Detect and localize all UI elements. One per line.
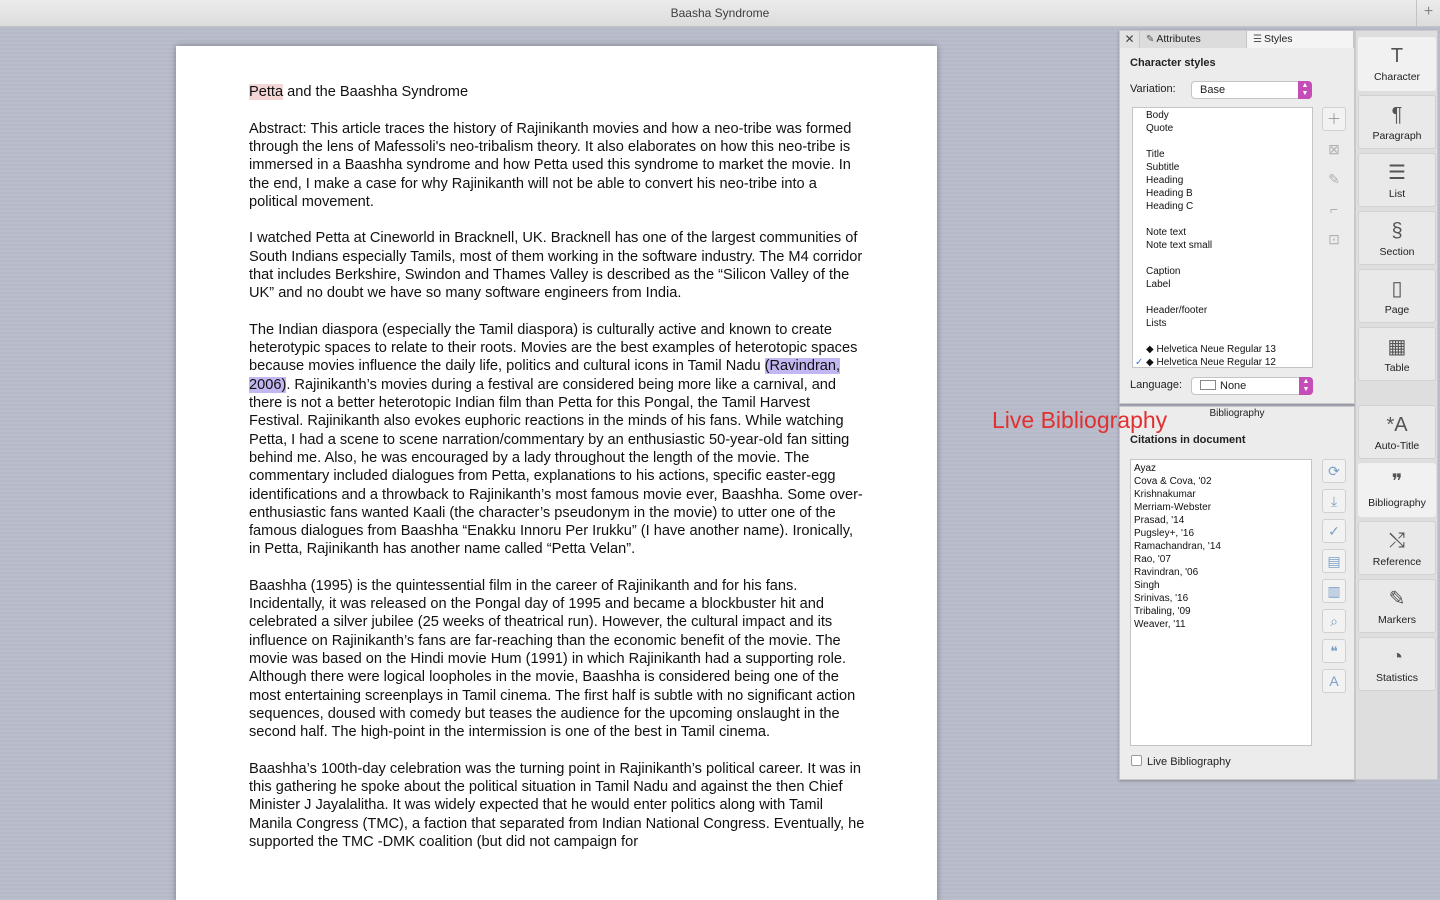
style-item[interactable]: Note text [1146, 227, 1187, 238]
paragraph-5[interactable]: Baashha’s 100th-day celebration was the turning point in Rajinikanth’s political career. It was in this gathering he spoke about the political situation in Tamil Nadu and against the then Chief Minister J Jayalalitha. It was widely expected that he would enter politics along with Tamil Manila Congress (TMC), a faction that separated from Indian National Congress. Eventually, he supported the TMC -DMK coalition (but did not campaign for [249, 760, 865, 850]
chevron-updown-icon: ▲ ▼ [1299, 377, 1313, 395]
statistics-icon: ◔ [1390, 646, 1404, 668]
style-item[interactable]: Label [1146, 279, 1171, 290]
style-item[interactable]: Caption [1146, 266, 1181, 277]
new-tab-button[interactable]: + [1416, 0, 1440, 26]
styles-list[interactable] [1132, 107, 1313, 368]
sidebar-item-label: Statistics [1375, 672, 1418, 684]
insert-bibliography-icon[interactable]: ⤓ [1322, 489, 1346, 513]
character-icon: T [1390, 45, 1404, 67]
citation-item[interactable]: Ayaz [1134, 463, 1157, 474]
check-citations-icon[interactable]: ✓ [1322, 519, 1346, 543]
language-label: Language: [1130, 379, 1182, 391]
sidebar-item-list[interactable] [1358, 153, 1436, 207]
sidebar-item-paragraph[interactable] [1358, 95, 1436, 149]
commented-word[interactable]: Petta [249, 84, 284, 100]
edit-style-button[interactable]: ✎ [1328, 171, 1340, 187]
sidebar-item-label: Section [1379, 246, 1415, 258]
variation-label: Variation: [1130, 83, 1176, 95]
citations-heading: Citations in document [1130, 434, 1246, 446]
sidebar-item-label: Character [1373, 71, 1421, 83]
markers-icon: ✎ [1388, 588, 1406, 610]
table-icon: ▦ [1387, 336, 1407, 358]
citation-item[interactable]: Ravindran, '06 [1134, 567, 1199, 578]
citation-item[interactable]: Prasad, '14 [1134, 515, 1185, 526]
list-icon: ☰ [1388, 162, 1406, 184]
style-item[interactable]: Body [1146, 110, 1169, 121]
live-bibliography-checkbox[interactable] [1131, 755, 1142, 766]
sidebar-item-auto-title[interactable] [1358, 405, 1436, 459]
style-item[interactable]: Header/footer [1146, 305, 1208, 316]
live-bibliography-option[interactable]: Live Bibliography [1131, 755, 1231, 768]
paragraph-2[interactable]: I watched Petta at Cineworld in Bracknell, UK. Bracknell has one of the largest communities of South Indians especially Tamils, most of them working in the software industry. The M4 corridor that includes Berkshire, Swindon and Thames Valley is described as the “Silicon Valley of the UK” and no doubt we have so many software engineers from India. [249, 230, 863, 302]
variation-select[interactable]: Base ▲ ▼ [1191, 81, 1312, 99]
section-icon: § [1391, 220, 1403, 242]
add-style-button[interactable]: ＋ [1322, 107, 1346, 131]
paragraph-icon: ¶ [1391, 104, 1403, 126]
list-spacer [1146, 135, 1312, 148]
list-spacer [1146, 213, 1312, 226]
paragraph-3[interactable]: The Indian diaspora (especially the Tamil diaspora) is culturally active and known to create heterotypic spaces to relate to their roots. Movies are the best examples of heterotopic spaces because movies influence the daily life, politics and cultural icons in Tamil Nadu (Ravindran, 2006). Rajinikanth’s movies during a festival are considered being more like a carnival, and there is not a better heterotopic Indian film than Petta for this Pongal, the Tamil Harvest Festival. Rajinikanth also evokes euphoric reactions in the minds of his fans. While watching Petta, I had a scene to scene narration/commentary by an enthusiastic 50-year-old fan sitting behind me. Also, he was encouraged by a lady throughout the length of the movie. The commentary included dialogues from Petta, explanations to his actions, specific easter-egg identifications and a throwback to Rajinikanth’s most famous movie ever, Baashha. Some over-enthusiastic fans wanted Kaali (the character’s pseudonym in the movie) to utter one of the famous dialogues from Baashha “Enakku Innoru Per Irukku” (I have another name). Ironically, in Petta, Rajinikanth has another name called “Petta Velan”. [249, 321, 863, 558]
sidebar-item-label: List [1388, 188, 1406, 200]
format-citation-icon[interactable]: A [1322, 669, 1346, 693]
bibliography-icon: ❞ [1391, 471, 1403, 493]
tab-styles[interactable]: ☰ Styles [1247, 31, 1354, 48]
chevron-updown-icon: ▲ ▼ [1298, 81, 1312, 99]
citation-item[interactable]: Rao, '07 [1134, 554, 1171, 565]
pencil-icon: ✎ [1146, 34, 1155, 45]
character-styles-heading: Character styles [1130, 57, 1216, 69]
page-icon: ▯ [1391, 278, 1403, 300]
citation-item[interactable]: Weaver, '11 [1134, 619, 1186, 630]
sidebar-item-label: Table [1384, 362, 1410, 374]
tab-attributes[interactable]: ✎ Attributes [1140, 31, 1247, 48]
sidebar-item-reference[interactable] [1358, 521, 1436, 575]
export-bibliography-icon[interactable]: ▥ [1322, 579, 1346, 603]
citation-item[interactable]: Srinivas, '16 [1134, 593, 1189, 604]
sidebar-item-label: Markers [1378, 614, 1416, 626]
selected-citation[interactable]: (Ravindran, 2006) [249, 358, 841, 393]
style-item[interactable]: Quote [1146, 123, 1174, 134]
search-citation-icon[interactable]: ⌕ [1322, 609, 1346, 633]
paragraph-abstract[interactable]: Abstract: This article traces the history of Rajinikanth movies and how a neo-tribe was formed through the lens of Mafessoli's neo-tribalism theory. It also elaborates on how this neo-tribe is immersed in a Baashha syndrome and how Petta used this syndrome to market the movie. In the end, I make a case for why Rajinikanth will not be able to convert his neo-tribe into a political movement. [249, 120, 852, 210]
citation-item[interactable]: Ramachandran, '14 [1134, 541, 1221, 552]
style-item[interactable]: Note text small [1146, 240, 1213, 251]
sidebar-item-bibliography[interactable] [1358, 463, 1436, 517]
style-item[interactable]: Title [1146, 149, 1165, 160]
list-spacer [1146, 330, 1312, 343]
style-item[interactable]: Subtitle [1146, 162, 1180, 173]
citation-item[interactable]: Tribaling, '09 [1134, 606, 1191, 617]
sidebar-item-statistics[interactable] [1358, 637, 1436, 691]
color-swatch-icon [1200, 380, 1216, 390]
citation-item[interactable]: Krishnakumar [1134, 489, 1196, 500]
window-title: Baasha Syndrome [670, 6, 770, 20]
list-icon: ☰ [1253, 34, 1262, 45]
auto-title-icon: *A [1386, 414, 1408, 436]
sidebar-item-character[interactable] [1358, 37, 1436, 91]
close-inspector-button[interactable]: ✕ [1120, 31, 1140, 48]
sidebar-item-section[interactable] [1358, 211, 1436, 265]
refresh-icon[interactable]: ⟳ [1322, 459, 1346, 483]
bibliography-panel-header: Bibliography [1209, 408, 1265, 419]
quote-citation-icon[interactable]: ❝ [1322, 639, 1346, 663]
sidebar-item-markers[interactable] [1358, 579, 1436, 633]
document-page[interactable] [176, 46, 937, 900]
style-item[interactable]: Heading C [1146, 201, 1194, 212]
sidebar-item-label: Auto-Title [1374, 440, 1420, 452]
list-spacer [1146, 291, 1312, 304]
checkmark-icon: ✓ [1135, 357, 1144, 368]
citation-item[interactable]: Merriam-Webster [1134, 502, 1212, 513]
styles-toolbar [1322, 107, 1346, 257]
sidebar-item-label: Reference [1372, 556, 1422, 568]
reference-icon: ⤭ [1389, 530, 1405, 552]
sidebar-item-table[interactable] [1358, 327, 1436, 381]
style-item[interactable]: Heading B [1146, 188, 1193, 199]
font-style-item[interactable]: ◆ Helvetica Neue Regular 13 [1146, 344, 1276, 355]
citation-item[interactable]: Cova & Cova, '02 [1134, 476, 1212, 487]
inspector-tabs [1120, 31, 1354, 48]
print-bibliography-icon[interactable]: ▤ [1322, 549, 1346, 573]
sidebar-item-label: Bibliography [1368, 497, 1426, 509]
sidebar-item-page[interactable] [1358, 269, 1436, 323]
font-style-item[interactable]: ✓ ◆ Helvetica Neue Regular 12 [1135, 357, 1276, 368]
citation-item[interactable]: Pugsley+, '16 [1134, 528, 1195, 539]
bibliography-panel [1119, 406, 1355, 780]
paragraph-4[interactable]: Baashha (1995) is the quintessential film in the career of Rajinikanth and for his fans. Incidentally, it was released on the Pongal day of 1995 and became a blockbuster hit and celebrated a silver jubilee (25 weeks of theatrical run). However, the cultural impact and its influence on Rajinikanth’s fans are far-reaching than the economic benefit of the movie. The movie was based on the Hindi movie Hum (1991) in which Rajinikanth had a supporting role. Although there were logical loopholes in the movie, Baashha is considered being one of the most entertaining screenplays in Tamil cinema. The first half is subtle with no significant action sequences, doused with comedy but teases the audience for the upcoming onslaught in the second half. The high-point in the intermission is one of the best in Tamil cinema. [249, 577, 856, 741]
overlay-caption: Live Bibliography [992, 407, 1168, 433]
sidebar-item-label: Page [1384, 304, 1410, 316]
style-item[interactable]: Lists [1146, 318, 1167, 329]
inspector-sidebar [1355, 30, 1438, 780]
citation-item[interactable]: Singh [1134, 580, 1160, 591]
style-item[interactable]: Heading [1146, 175, 1184, 186]
apply-style-button[interactable]: ⊡ [1328, 231, 1340, 247]
list-spacer [1146, 252, 1312, 265]
language-select[interactable]: None ▲ ▼ [1191, 377, 1313, 395]
bibliography-toolbar [1322, 459, 1346, 699]
redefine-style-button[interactable]: ⌐ [1329, 201, 1339, 217]
document-title[interactable]: Petta and the Baashha Syndrome [249, 84, 469, 100]
styles-inspector-panel [1119, 30, 1355, 404]
sidebar-item-label: Paragraph [1372, 130, 1422, 142]
delete-style-button[interactable]: ⊠ [1328, 141, 1340, 157]
window-titlebar [0, 0, 1440, 27]
citations-list[interactable] [1130, 459, 1312, 746]
